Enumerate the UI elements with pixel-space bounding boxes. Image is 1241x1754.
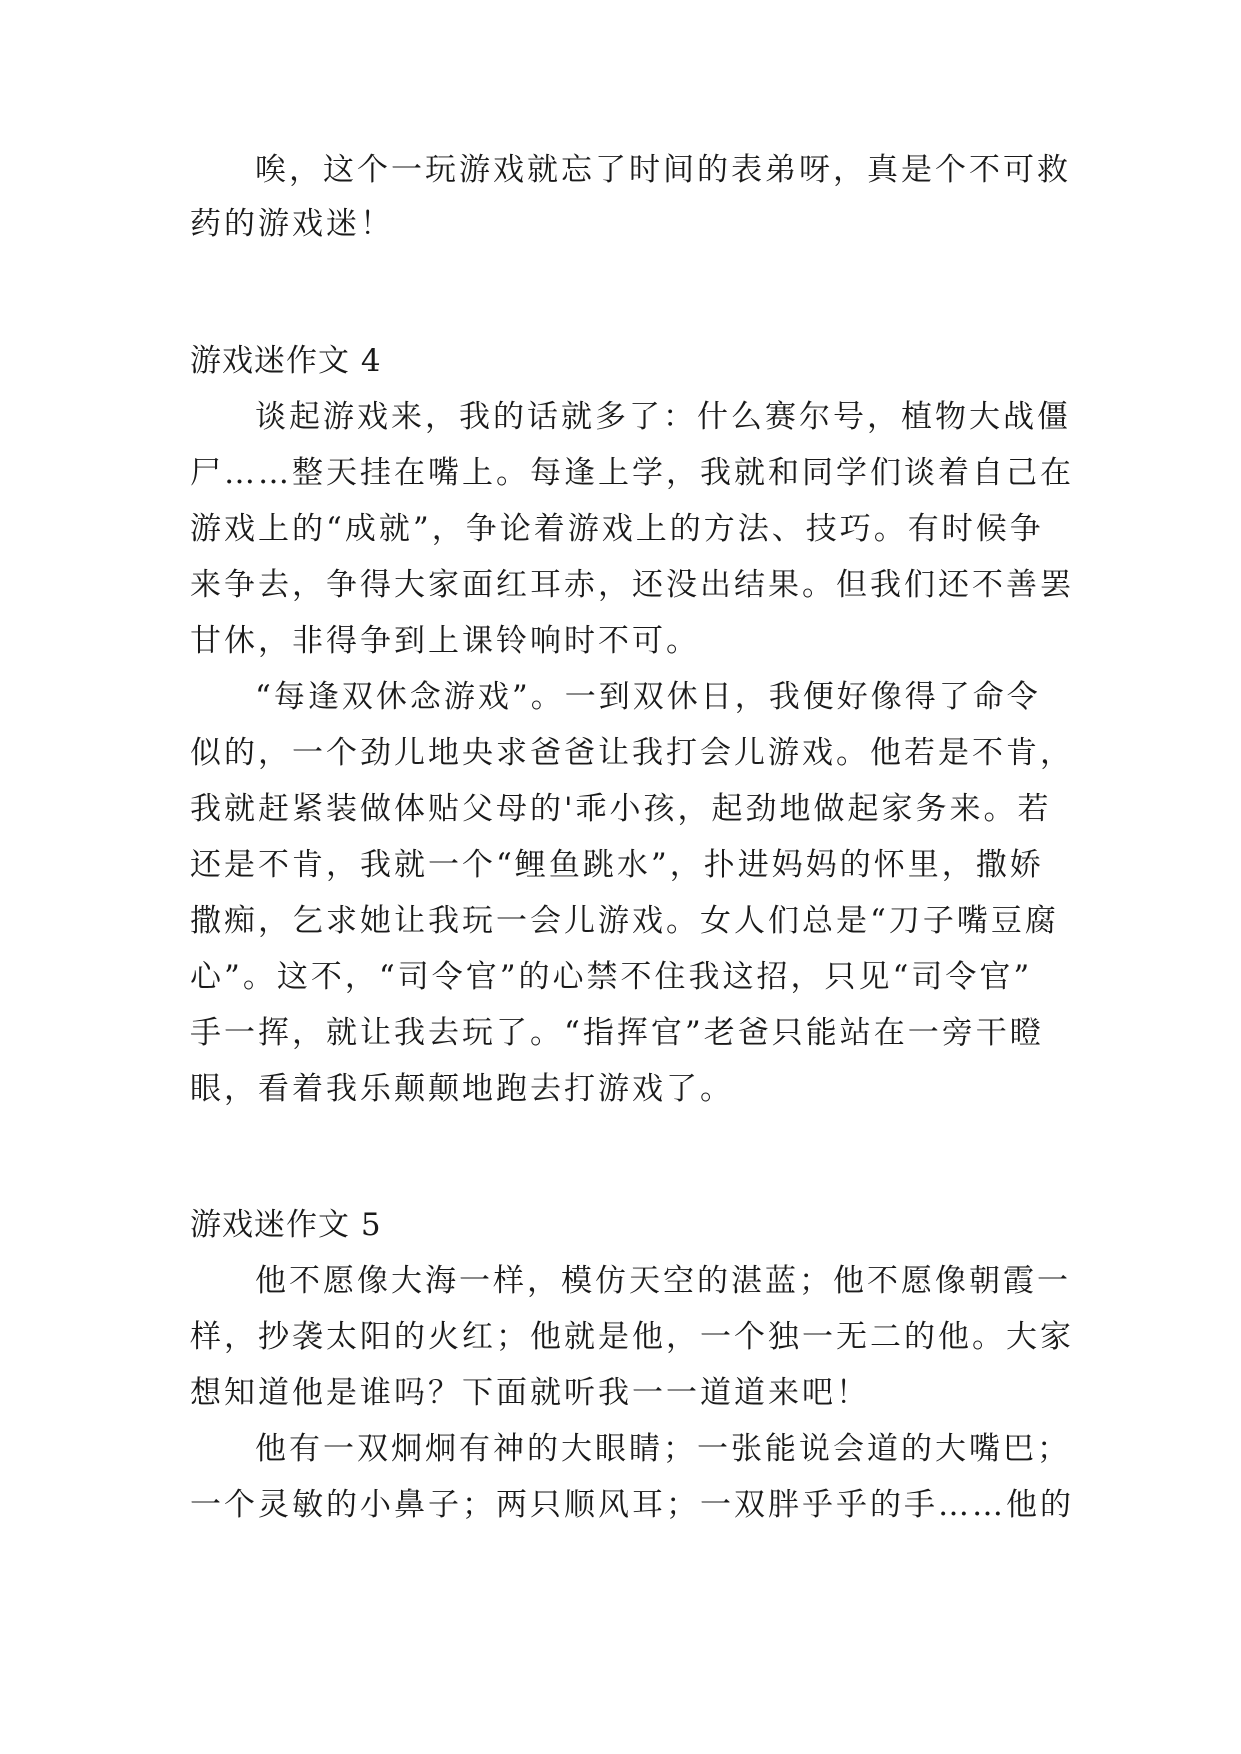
- paragraph-line: 甘休，非得争到上课铃响时不可。: [190, 623, 700, 659]
- paragraph-line: 想知道他是谁吗？下面就听我一一道道来吧！: [190, 1375, 870, 1411]
- paragraph-line: 我就赶紧装做体贴父母的'乖小孩，起劲地做起家务来。若: [190, 791, 1052, 827]
- paragraph-line: 来争去，争得大家面红耳赤，还没出结果。但我们还不善罢: [190, 567, 1074, 603]
- section-heading: 游戏迷作文 5: [190, 1207, 382, 1243]
- paragraph-line: 他有一双炯炯有神的大眼睛；一张能说会道的大嘴巴；: [255, 1431, 1071, 1467]
- paragraph-line: 谈起游戏来，我的话就多了：什么赛尔号，植物大战僵: [255, 399, 1071, 435]
- paragraph-line: 游戏上的“成就”，争论着游戏上的方法、技巧。有时候争: [190, 511, 1044, 547]
- paragraph-line: 撒痴，乞求她让我玩一会儿游戏。女人们总是“刀子嘴豆腐: [190, 903, 1059, 939]
- paragraph-line: 手一挥，就让我去玩了。“指挥官”老爸只能站在一旁干瞪: [190, 1015, 1044, 1051]
- paragraph-line: 眼，看着我乐颠颠地跑去打游戏了。: [190, 1071, 734, 1107]
- paragraph-line: 样，抄袭太阳的火红；他就是他，一个独一无二的他。大家: [190, 1319, 1074, 1355]
- paragraph-line: 还是不肯，我就一个“鲤鱼跳水”，扑进妈妈的怀里，撒娇: [190, 847, 1044, 883]
- paragraph-line: 一个灵敏的小鼻子；两只顺风耳；一双胖乎乎的手……他的: [190, 1487, 1074, 1523]
- paragraph-line: 似的，一个劲儿地央求爸爸让我打会儿游戏。他若是不肯，: [190, 735, 1074, 771]
- paragraph-line: 心”。这不，“司令官”的心禁不住我这招，只见“司令官”: [190, 959, 1033, 995]
- section-heading: 游戏迷作文 4: [190, 343, 382, 379]
- paragraph-line: 他不愿像大海一样，模仿天空的湛蓝；他不愿像朝霞一: [255, 1263, 1071, 1299]
- paragraph-line: “每逢双休念游戏”。一到双休日，我便好像得了命令: [255, 679, 1041, 715]
- paragraph-line: 药的游戏迷！: [190, 206, 394, 242]
- paragraph-line: 尸……整天挂在嘴上。每逢上学，我就和同学们谈着自己在: [190, 455, 1074, 491]
- paragraph-line: 唉，这个一玩游戏就忘了时间的表弟呀，真是个不可救: [255, 152, 1071, 188]
